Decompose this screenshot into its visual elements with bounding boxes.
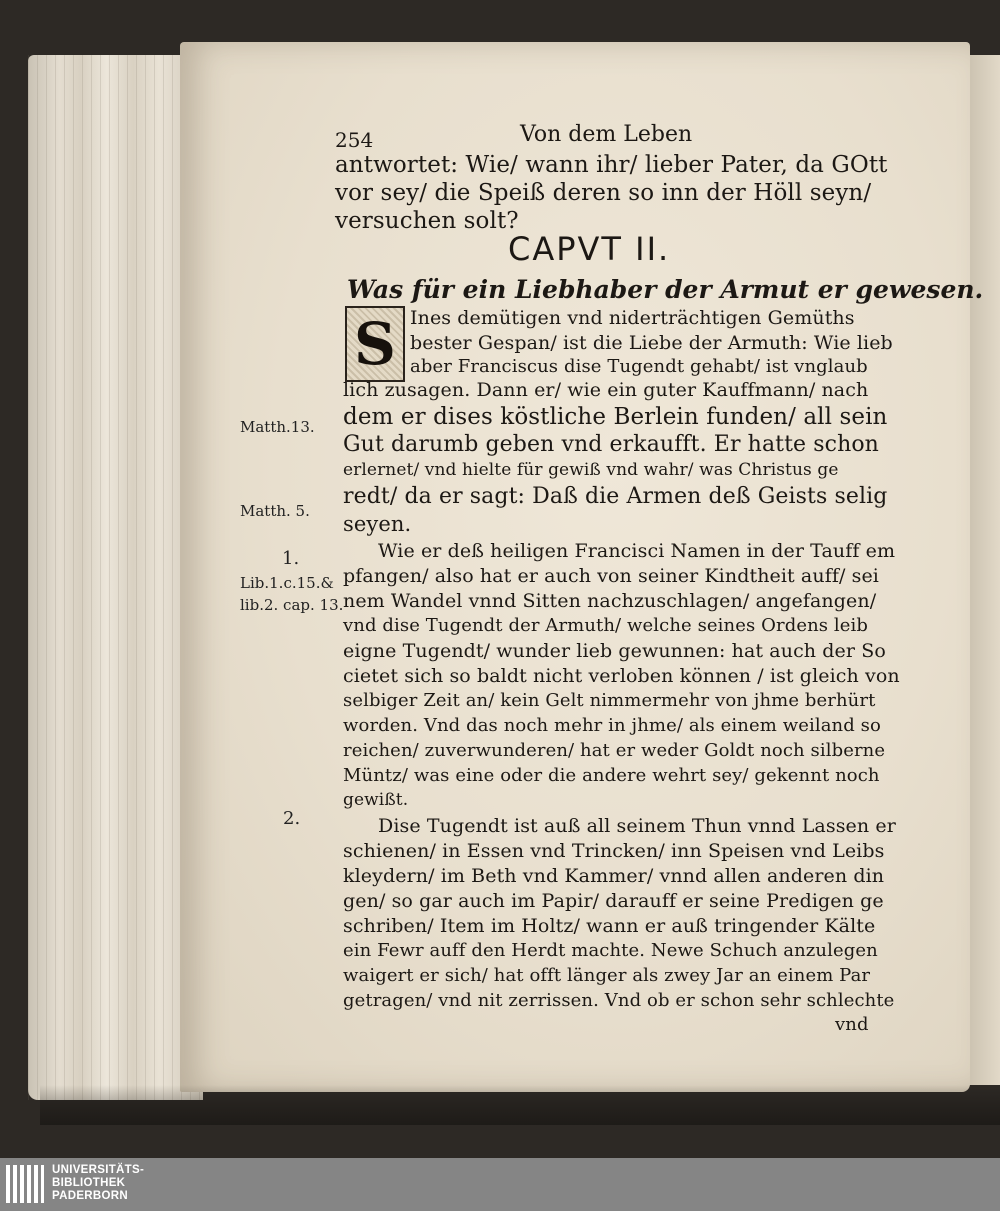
text-line: waigert er sich/ hat offt länger als zwey Jar an einem Par	[343, 965, 871, 986]
text-line: Ines demütigen vnd niderträchtigen Gemüths	[410, 307, 855, 329]
text-line: schienen/ in Essen vnd Trincken/ inn Speisen vnd Leibs	[343, 840, 885, 862]
text-line: Müntz/ was eine oder die andere wehrt sey/ gekennt noch	[343, 765, 880, 786]
text-line: Dise Tugendt ist auß all seinem Thun vnnd Lassen er	[378, 815, 896, 837]
chapter-heading: Was für ein Liebhaber der Armut er gewesen.	[347, 275, 984, 304]
margin-note: Matth.13.	[240, 418, 315, 436]
running-head: Von dem Leben	[520, 122, 693, 147]
margin-note: Matth. 5.	[240, 502, 310, 520]
text-line: vnd dise Tugendt der Armuth/ welche seines Ordens leib	[343, 615, 869, 636]
text-line: lich zusagen. Dann er/ wie ein guter Kauffmann/ nach	[343, 379, 869, 401]
text-line: gen/ so gar auch im Papir/ darauff er seine Predigen ge	[343, 890, 884, 912]
text-line: cietet sich so baldt nicht verloben können / ist gleich von	[343, 665, 900, 687]
text-line: dem er dises köstliche Berlein funden/ all sein	[343, 404, 888, 430]
text-line: nem Wandel vnnd Sitten nachzuschlagen/ angefangen/	[343, 590, 877, 612]
text-line: ein Fewr auff den Herdt machte. Newe Schuch anzulegen	[343, 940, 878, 961]
text-line: versuchen solt?	[335, 208, 519, 234]
text-line: eigne Tugendt/ wunder lieb gewunnen: hat auch der So	[343, 640, 886, 662]
library-logo-icon	[6, 1165, 46, 1203]
text-line: redt/ da er sagt: Daß die Armen deß Geists selig	[343, 484, 888, 509]
text-line: bester Gespan/ ist die Liebe der Armuth: Wie lieb	[410, 332, 893, 354]
text-line: reichen/ zuverwunderen/ hat er weder Goldt noch silberne	[343, 740, 886, 761]
text-line: erlernet/ vnd hielte für gewiß vnd wahr/ was Christus ge	[343, 460, 839, 480]
text-line: Wie er deß heiligen Francisci Namen in der Tauff em	[378, 540, 896, 562]
margin-note: 2.	[283, 808, 301, 829]
decorated-initial: S	[345, 306, 405, 382]
margin-note: 1.	[282, 548, 300, 569]
text-line: kleydern/ im Beth vnd Kammer/ vnnd allen anderen din	[343, 865, 885, 887]
catchword: vnd	[835, 1014, 869, 1035]
library-footer	[0, 1158, 1000, 1211]
text-line: aber Franciscus dise Tugendt gehabt/ ist vnglaub	[410, 356, 868, 377]
text-line: Gut darumb geben vnd erkaufft. Er hatte schon	[343, 432, 879, 457]
text-line: selbiger Zeit an/ kein Gelt nimmermehr von jhme berhürt	[343, 690, 876, 711]
library-name: UNIVERSITÄTS- BIBLIOTHEK PADERBORN	[52, 1164, 145, 1202]
text-line: pfangen/ also hat er auch von seiner Kindtheit auff/ sei	[343, 565, 879, 587]
page-number: 254	[335, 128, 374, 152]
text-line: antwortet: Wie/ wann ihr/ lieber Pater, da GOtt	[335, 152, 888, 178]
text-line: seyen.	[343, 512, 412, 536]
margin-note: Lib.1.c.15.&	[240, 574, 334, 592]
text-line: gewißt.	[343, 790, 409, 810]
margin-note: lib.2. cap. 13.	[240, 596, 344, 614]
chapter-title: CAPVT II.	[508, 230, 671, 268]
text-line: schriben/ Item im Holtz/ wann er auß tringender Kälte	[343, 915, 876, 937]
text-line: vor sey/ die Speiß deren so inn der Höll seyn/	[335, 180, 872, 206]
text-line: getragen/ vnd nit zerrissen. Vnd ob er schon sehr schlechte	[343, 990, 895, 1011]
text-line: worden. Vnd das noch mehr in jhme/ als einem weiland so	[343, 715, 881, 736]
page-edges	[28, 55, 203, 1100]
